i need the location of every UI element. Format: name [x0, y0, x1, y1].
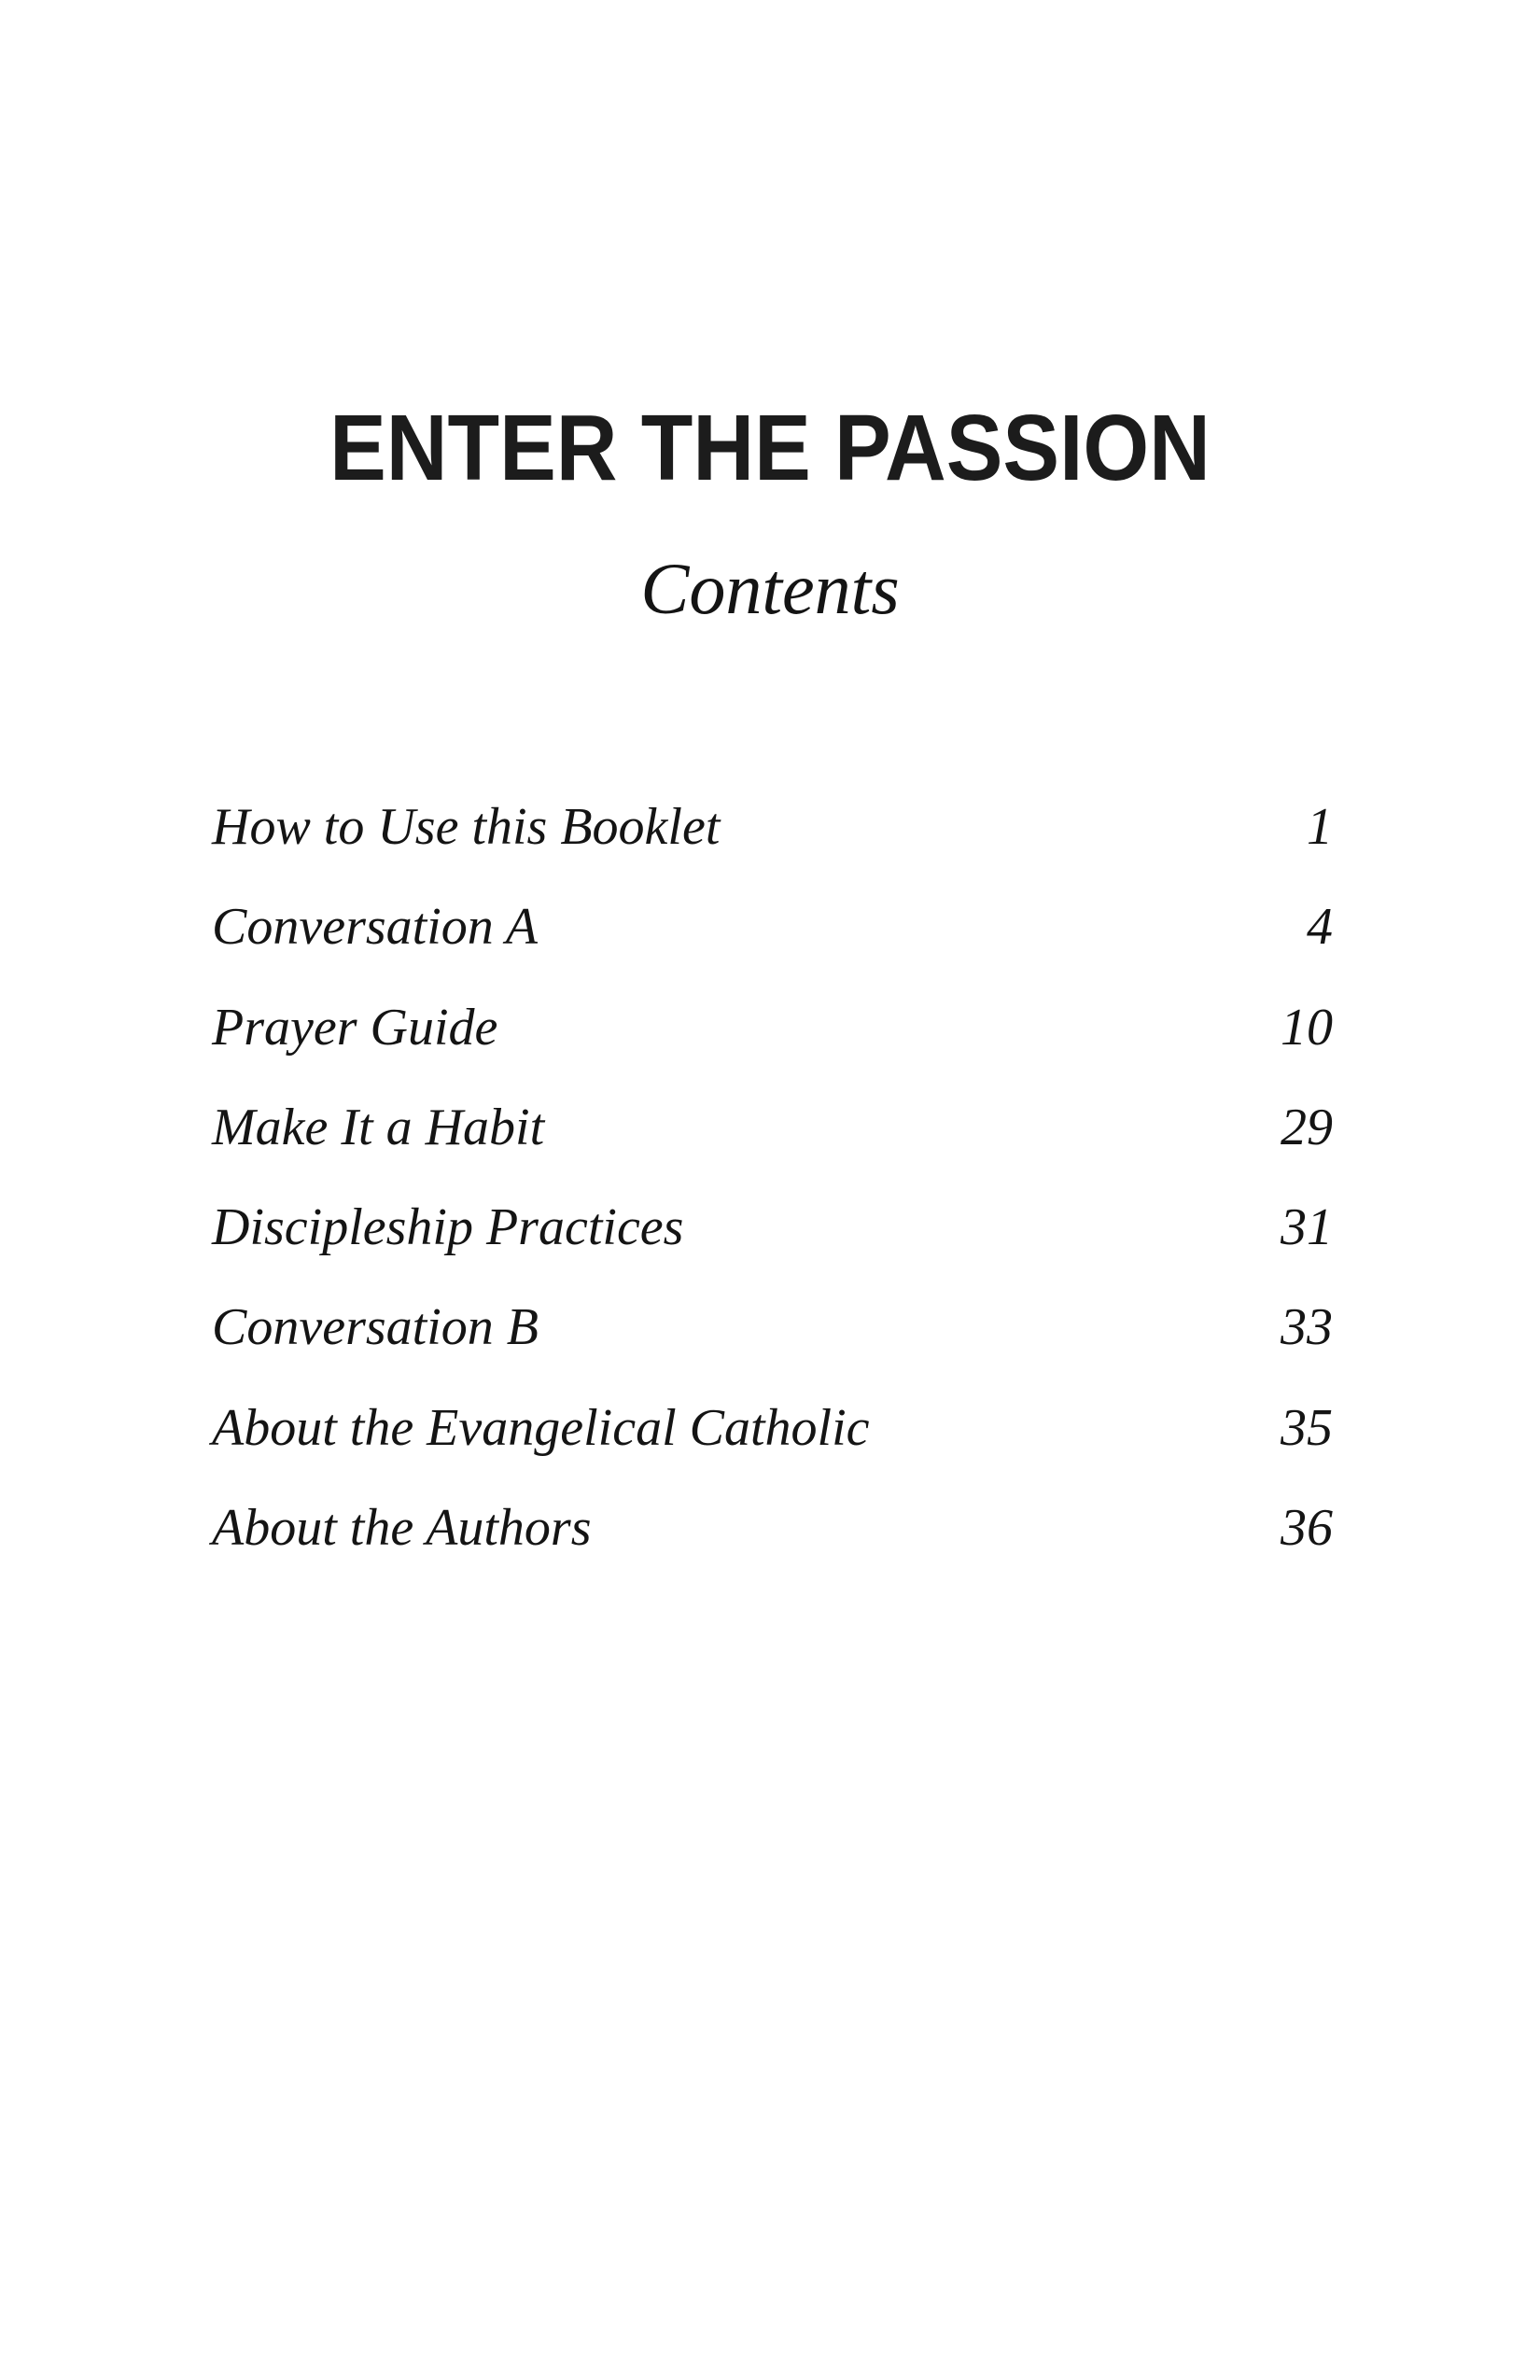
contents-heading: Contents	[640, 548, 900, 629]
toc-entry	[212, 1379, 1333, 1478]
toc-entry	[212, 1478, 1333, 1578]
toc-entry	[212, 877, 1333, 977]
book-title: ENTER THE PASSION	[329, 396, 1211, 500]
toc-entry-label: Make It a Habit	[212, 1098, 545, 1156]
toc-entry-label: Discipleship Practices	[212, 1198, 684, 1257]
toc-entry	[212, 777, 1333, 877]
toc-entry-page-number: 29	[1281, 1098, 1333, 1156]
toc-entry-label: About the Authors	[212, 1499, 592, 1558]
toc-entry	[212, 1078, 1333, 1178]
toc-entry	[212, 1278, 1333, 1378]
toc-entry-label: Conversation A	[212, 898, 538, 957]
toc-entry-label: How to Use this Booklet	[212, 798, 721, 856]
toc-entry-page-number: 31	[1281, 1198, 1333, 1257]
toc-entry-label: Conversation B	[212, 1298, 539, 1357]
toc-entry-label: About the Evangelical Catholic	[212, 1398, 870, 1457]
toc-entry-page-number: 10	[1281, 998, 1333, 1057]
toc-entry-page-number: 36	[1281, 1499, 1333, 1558]
toc-entry-page-number: 1	[1307, 798, 1333, 856]
toc-entry-page-number: 4	[1307, 898, 1333, 957]
toc-entry-page-number: 33	[1281, 1298, 1333, 1357]
toc-entry-label: Prayer Guide	[212, 998, 498, 1057]
toc-entry	[212, 1178, 1333, 1278]
toc-entry	[212, 978, 1333, 1078]
toc-entry-page-number: 35	[1281, 1398, 1333, 1457]
toc-list	[212, 777, 1333, 1578]
